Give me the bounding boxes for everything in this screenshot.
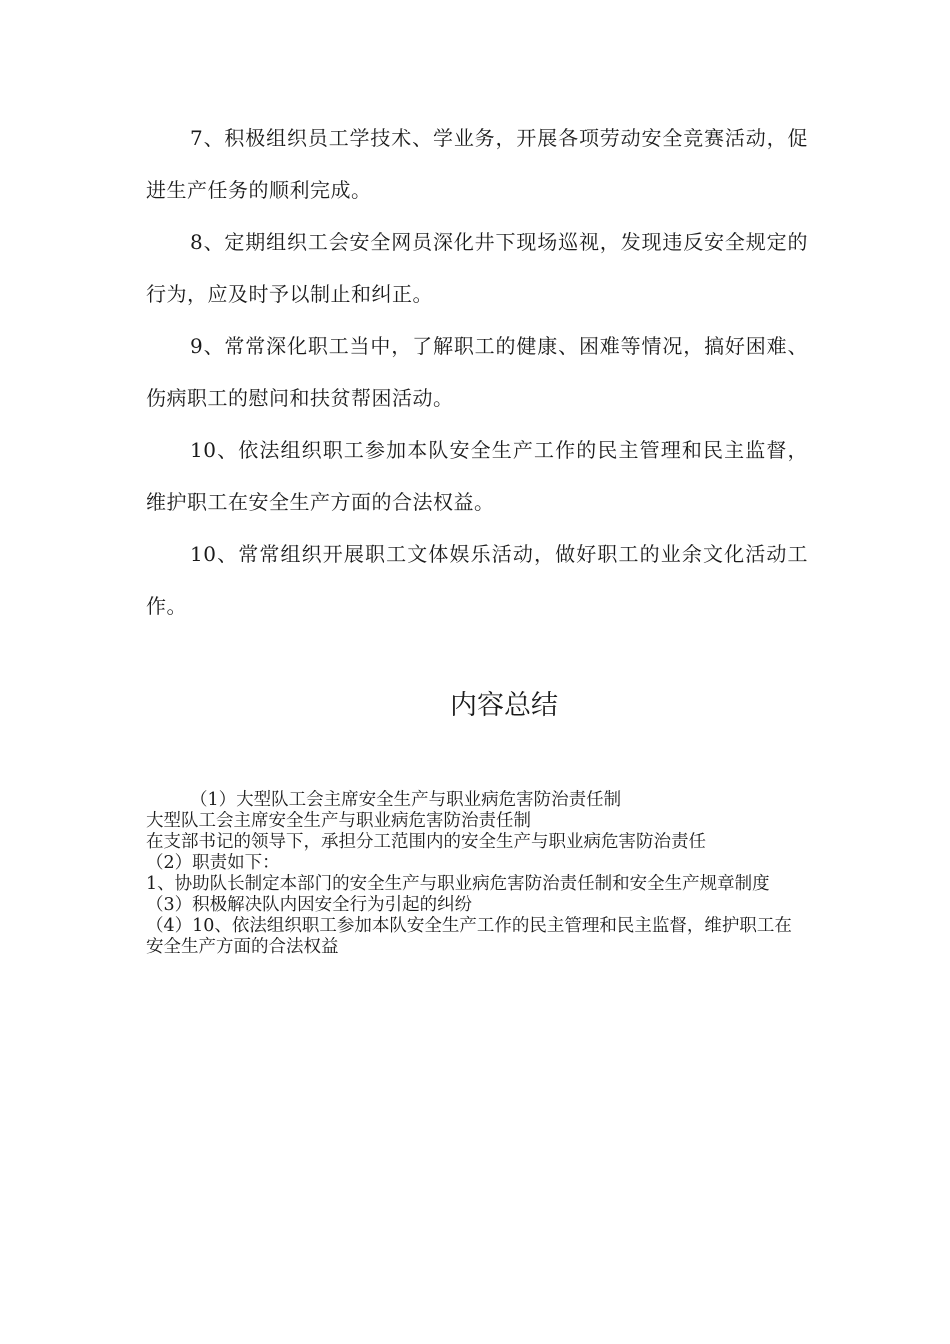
summary-line-1: （1）大型队工会主席安全生产与职业病危害防治责任制 (190, 790, 622, 810)
body-text (146, 112, 808, 632)
summary-line-4: （2）职责如下： (146, 853, 280, 873)
summary-title: 内容总结 (450, 690, 558, 721)
paragraph-item-10a: 10、依法组织职工参加本队安全生产工作的民主管理和民主监督，维护职工在安全生产方面的合法权益。 (146, 438, 808, 514)
paragraph-item-8: 8、定期组织工会安全网员深化井下现场巡视，发现违反安全规定的行为，应及时予以制止和纠正。 (146, 230, 808, 306)
paragraph-item-7: 7、积极组织员工学技术、学业务，开展各项劳动安全竞赛活动，促进生产任务的顺利完成。 (146, 126, 808, 202)
summary-line-6: （3）积极解决队内因安全行为引起的纠纷 (146, 895, 473, 915)
summary-line-5: 1、协助队长制定本部门的安全生产与职业病危害防治责任制和安全生产规章制度 (146, 874, 770, 894)
summary-line-3: 在支部书记的领导下，承担分工范围内的安全生产与职业病危害防治责任 (146, 832, 706, 852)
summary-line-7: （4）10、依法组织职工参加本队安全生产工作的民主管理和民主监督，维护职工在安全生产方面的合法权益 (146, 916, 792, 957)
paragraph-item-10b: 10、常常组织开展职工文体娱乐活动，做好职工的业余文化活动工作。 (146, 542, 808, 618)
summary-section (146, 790, 806, 958)
summary-line-2: 大型队工会主席安全生产与职业病危害防治责任制 (146, 811, 531, 831)
paragraph-item-9: 9、常常深化职工当中，了解职工的健康、困难等情况，搞好困难、伤病职工的慰问和扶贫帮困活动。 (146, 334, 808, 410)
